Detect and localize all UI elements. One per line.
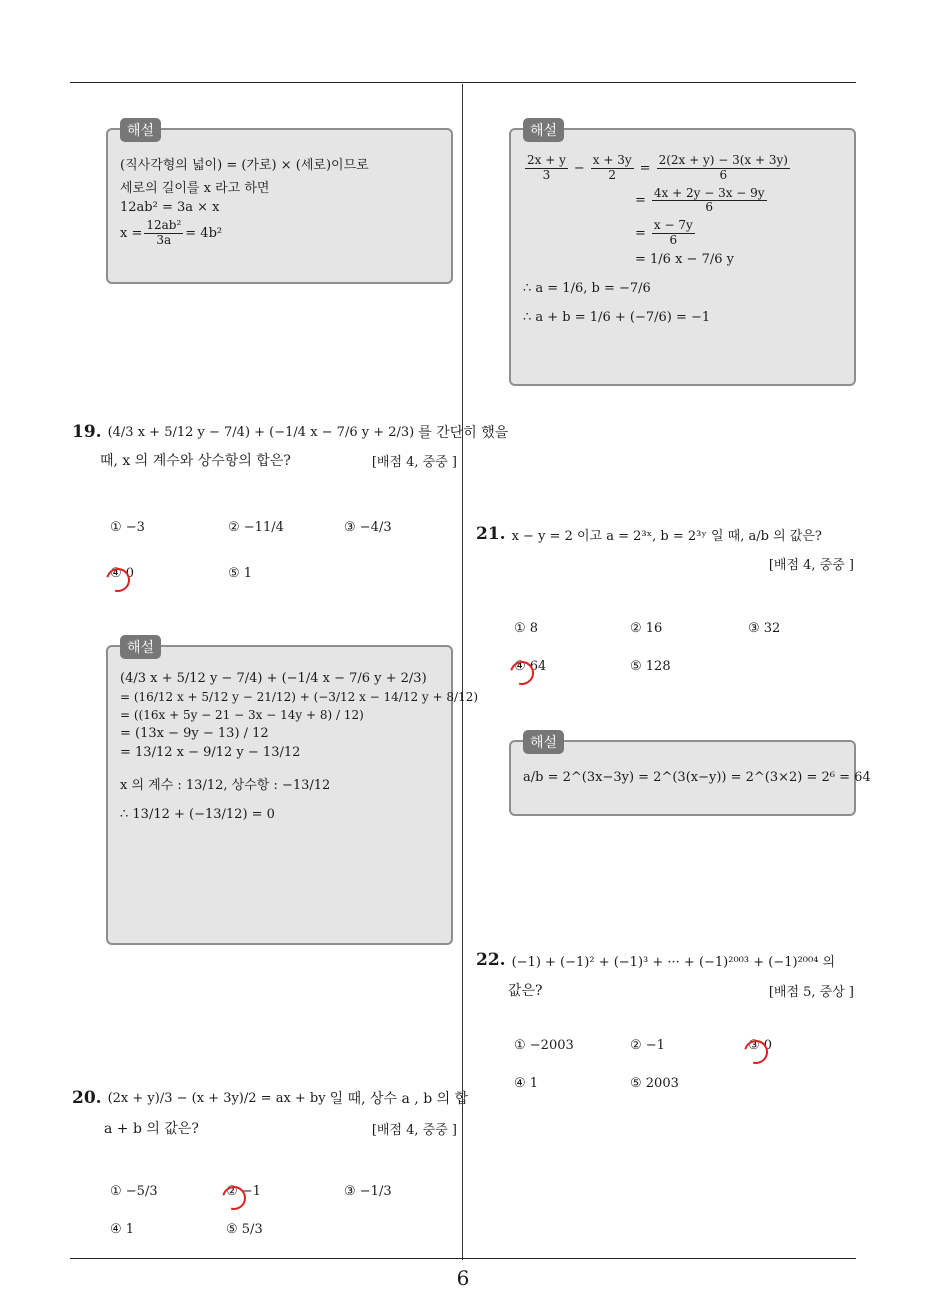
solution-line: = 13/12 x − 9/12 y − 13/12 xyxy=(120,745,301,760)
option-selected[interactable]: ④ 0 xyxy=(110,566,134,581)
option-selected[interactable]: ③ 0 xyxy=(748,1038,772,1053)
question-meta: [배점 4, 중중 ] xyxy=(371,1122,457,1138)
top-rule xyxy=(70,82,856,83)
solution-line: (4/3 x + 5/12 y − 7/4) + (−1/4 x − 7/6 y + 2/3) xyxy=(120,671,427,686)
option[interactable]: ② −11/4 xyxy=(228,520,284,535)
question-text: 를 간단히 했을 xyxy=(418,425,509,441)
option[interactable]: ③ 32 xyxy=(748,621,781,636)
solution-box-21 xyxy=(509,735,871,816)
column-divider xyxy=(462,84,463,1260)
bottom-rule xyxy=(70,1258,856,1259)
option[interactable]: ④ 1 xyxy=(514,1076,539,1091)
solution-line: 12ab² = 3a × x xyxy=(120,200,220,215)
option[interactable]: ⑤ 2003 xyxy=(630,1076,679,1091)
solution-line xyxy=(120,219,439,248)
option[interactable]: ④ 1 xyxy=(110,1222,135,1237)
page-number: 6 xyxy=(456,1266,470,1290)
option[interactable]: ① 8 xyxy=(514,621,539,636)
solution-line: x 의 계수 : 13/12, 상수항 : −13/12 xyxy=(120,778,331,793)
solution-line: = $\frac{4x + 2y - 3x - 9y}{6}$ xyxy=(635,185,765,215)
solution-box-17 xyxy=(509,123,856,386)
question-number: 22. xyxy=(476,950,506,970)
solution-box-18 xyxy=(106,123,453,284)
question-text: a + b 의 값은? xyxy=(104,1121,199,1137)
option[interactable]: ② 16 xyxy=(630,621,663,636)
solution-line: = (13x − 9y − 13) / 12 xyxy=(120,726,269,741)
option[interactable]: ① −2003 xyxy=(514,1038,574,1053)
question-expression: (2x + y)/3 − (x + 3y)/2 = ax + by xyxy=(107,1090,326,1106)
solution-tag: 해설 xyxy=(120,635,161,659)
solution-tag: 해설 xyxy=(523,730,564,754)
solution-box-19 xyxy=(106,640,479,945)
question-number: 20. xyxy=(72,1088,102,1108)
question-meta: [배점 5, 중상 ] xyxy=(768,984,854,1000)
solution-line: ∴ a + b = 1/6 + (−7/6) = −1 xyxy=(523,309,711,325)
solution-tag: 해설 xyxy=(523,118,564,142)
option[interactable]: ③ −1/3 xyxy=(344,1184,392,1199)
solution-line: = (16/12 x + 5/12 y − 21/12) + (−3/12 x − 14/12 y + 8/12) xyxy=(120,690,479,704)
option[interactable]: ③ −4/3 xyxy=(344,520,392,535)
question-expression: (4/3 x + 5/12 y − 7/4) + (−1/4 x − 7/6 y + 2/3) xyxy=(107,424,415,440)
question-22 xyxy=(476,950,860,1000)
option[interactable]: ⑤ 5/3 xyxy=(226,1222,263,1237)
option[interactable]: ⑤ 1 xyxy=(228,566,253,581)
solution-line: 세로의 길이를 x 라고 하면 xyxy=(120,181,270,196)
option[interactable]: ① −3 xyxy=(110,520,145,535)
solution-line: $\frac{2x + y}{3}$ − $\frac{x + 3y}{2}$ = $\frac{2(2x + y) - 3(x + 3y)}{6}$ xyxy=(527,153,788,182)
question-text: (−1) + (−1)² + (−1)³ + ··· + (−1)²⁰⁰³ + (−1)²⁰⁰⁴ 의 xyxy=(511,954,836,970)
question-number: 19. xyxy=(72,422,102,442)
eq-lhs: x = xyxy=(120,225,143,241)
fraction: $\frac{\text{12ab²}}{3a}$ xyxy=(146,218,182,247)
option[interactable]: ⑤ 128 xyxy=(630,659,671,674)
question-meta: [배점 4, 중중 ] xyxy=(371,454,457,470)
question-21 xyxy=(476,524,860,573)
eq-rhs: = 4b² xyxy=(185,225,223,241)
question-number: 21. xyxy=(476,524,506,544)
option[interactable]: ② −1 xyxy=(630,1038,665,1053)
solution-line: = ((16x + 5y − 21 − 3x − 14y + 8) / 12) xyxy=(120,708,364,722)
question-meta: [배점 4, 중중 ] xyxy=(768,558,854,573)
question-text: 때, x 의 계수와 상수항의 합은? xyxy=(100,453,291,469)
solution-line: = 1/6 x − 7/6 y xyxy=(635,251,734,267)
option-selected[interactable]: ② −1 xyxy=(226,1184,261,1199)
solution-line: a/b = 2^(3x−3y) = 2^(3(x−y)) = 2^(3×2) = 2⁶ = 64 xyxy=(523,770,871,785)
question-19 xyxy=(72,422,509,470)
question-20 xyxy=(72,1088,469,1138)
solution-tag: 해설 xyxy=(120,118,161,142)
solution-line: ∴ a = 1/6, b = −7/6 xyxy=(523,280,651,296)
solution-line: ∴ 13/12 + (−13/12) = 0 xyxy=(120,807,275,822)
solution-line: (직사각형의 넓이) = (가로) × (세로)이므로 xyxy=(120,158,369,173)
option-selected[interactable]: ④ 64 xyxy=(514,659,546,674)
question-text: 일 때, 상수 a , b 의 합 xyxy=(329,1091,469,1107)
solution-line: = $\frac{x - 7y}{6}$ xyxy=(635,218,693,247)
question-text: x − y = 2 이고 a = 2³ˣ, b = 2³ʸ 일 때, a/b 의 값은? xyxy=(511,528,822,544)
question-text: 값은? xyxy=(508,983,543,999)
option[interactable]: ① −5/3 xyxy=(110,1184,158,1199)
